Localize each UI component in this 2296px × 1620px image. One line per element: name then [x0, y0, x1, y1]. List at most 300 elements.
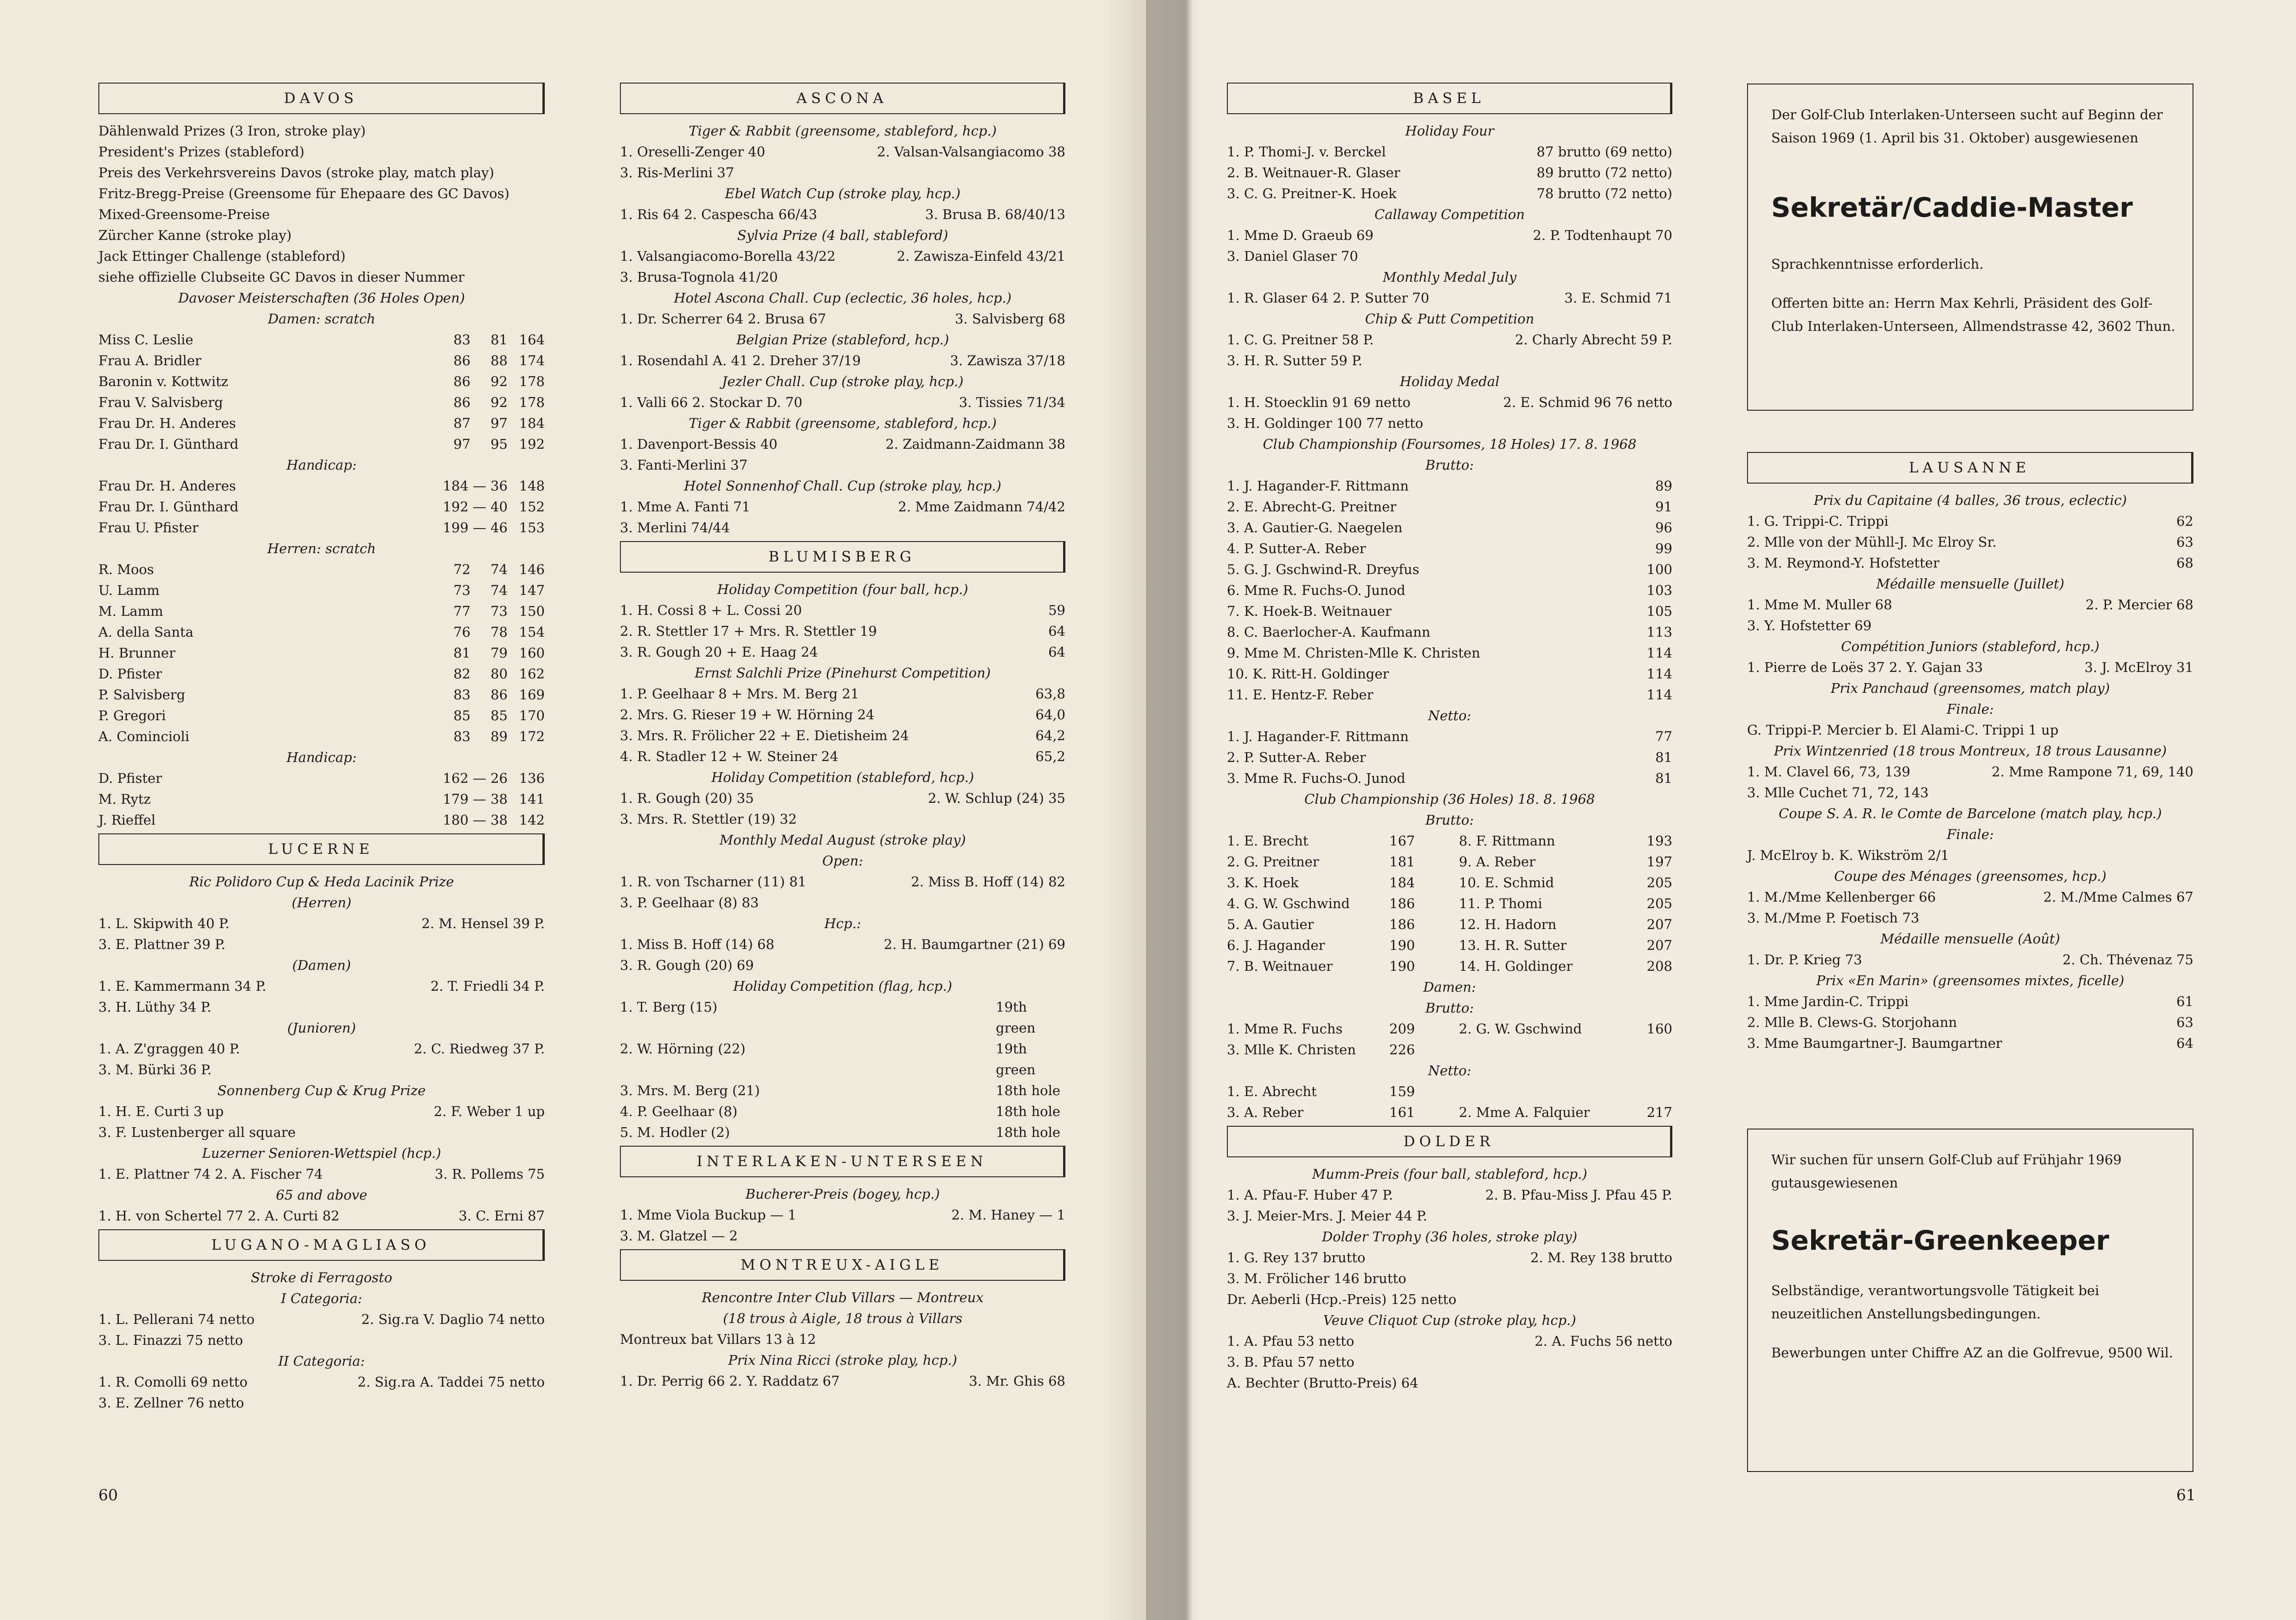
result-line: 3. M. Glatzel — 2	[620, 1228, 738, 1244]
score-value: 205	[1646, 875, 1672, 891]
competition-title: Holiday Competition (stableford, hcp.)	[711, 769, 974, 785]
score-value: 85	[453, 708, 471, 723]
result-line: Preis des Verkehrsvereins Davos (stroke play, match play)	[98, 165, 494, 181]
club-heading: DAVOS	[98, 83, 545, 114]
player-name: 3. K. Hoek	[1227, 875, 1299, 891]
result-left: 1. Mme D. Graeub 69	[1227, 227, 1374, 243]
player-name: 3. A. Reber	[1227, 1104, 1303, 1120]
result-right: 64,0	[1035, 707, 1065, 723]
competition-title: Tiger & Rabbit (greensome, stableford, hcp.)	[689, 123, 997, 139]
result-row	[1747, 762, 2193, 782]
result-row	[620, 1080, 1065, 1101]
score-value: 72	[453, 562, 471, 577]
score-value: 205	[1646, 896, 1672, 911]
score-row	[98, 329, 545, 350]
result-row	[1227, 162, 1672, 183]
result-left: 1. H. Cossi 8 + L. Cossi 20	[620, 602, 802, 618]
score-row	[98, 810, 545, 831]
score-row	[1227, 914, 1672, 935]
competition-title: Chip & Putt Competition	[1365, 311, 1535, 327]
competition-title: (Junioren)	[287, 1020, 356, 1036]
score-value: 81	[490, 332, 508, 348]
result-line: 3. Fanti-Merlini 37	[620, 457, 748, 473]
competition-title: Damen: scratch	[268, 311, 375, 327]
club-section	[98, 833, 545, 1226]
competition-title: Coupe des Ménages (greensomes, hcp.)	[1834, 868, 2107, 884]
result-row	[1227, 476, 1672, 497]
result-row	[98, 1164, 545, 1185]
result-line: 3. M. Frölicher 146 brutto	[1227, 1271, 1406, 1286]
player-name: Frau V. Salvisberg	[98, 394, 223, 410]
club-section	[620, 1146, 1065, 1246]
score-value: 180 — 38	[443, 812, 508, 828]
score-right	[1440, 831, 1672, 852]
result-left: 2. E. Abrecht-G. Preitner	[1227, 499, 1397, 515]
player-name: 12. H. Hadorn	[1459, 916, 1557, 932]
score-row	[98, 497, 545, 517]
page-fold-shadow	[1146, 0, 1202, 1620]
player-name: 10. E. Schmid	[1459, 875, 1554, 891]
result-right: 68	[2176, 555, 2193, 571]
result-line: 3. Mrs. R. Stettler (19) 32	[620, 811, 797, 827]
competition-title: Prix Nina Ricci (stroke play, hcp.)	[728, 1352, 957, 1368]
score-value: 141	[519, 791, 545, 807]
competition-title: Prix Panchaud (greensomes, match play)	[1831, 680, 2110, 696]
result-row	[620, 642, 1065, 663]
score-row	[1227, 831, 1672, 852]
result-row	[620, 725, 1065, 746]
result-line: A. Bechter (Brutto-Preis) 64	[1227, 1375, 1419, 1391]
result-line: 3. E. Zellner 76 netto	[98, 1395, 245, 1411]
result-row	[620, 204, 1065, 225]
column-1	[98, 80, 545, 1413]
score-value: 160	[519, 645, 545, 661]
result-right: 3. R. Pollems 75	[434, 1166, 545, 1182]
result-line: G. Trippi-P. Mercier b. El Alami-C. Trippi 1 up	[1747, 722, 2059, 738]
score-left	[1227, 956, 1440, 977]
player-name: 1. E. Abrecht	[1227, 1084, 1317, 1099]
result-row	[1227, 559, 1672, 580]
score-value: 73	[453, 582, 471, 598]
competition-title: Brutto:	[1425, 457, 1474, 473]
player-name: D. Pfister	[98, 770, 162, 786]
result-left: 1. J. Hagander-F. Rittmann	[1227, 729, 1409, 744]
result-row	[1747, 511, 2193, 532]
result-left: 4. R. Stadler 12 + W. Steiner 24	[620, 749, 838, 764]
competition-title: Callaway Competition	[1374, 207, 1525, 222]
result-right: 2. M./Mme Calmes 67	[2043, 889, 2193, 905]
result-line: 3. H. Goldinger 100 77 netto	[1227, 415, 1424, 431]
result-right: 3. J. McElroy 31	[2084, 659, 2193, 675]
result-row	[1227, 288, 1672, 309]
player-name: 2. G. W. Gschwind	[1459, 1021, 1582, 1037]
result-right: 2. Valsan-Valsangiacomo 38	[877, 144, 1065, 160]
result-right: 3. Mr. Ghis 68	[969, 1373, 1065, 1389]
result-left: 2. Mlle von der Mühll-J. Mc Elroy Sr.	[1747, 534, 1997, 550]
result-left: 1. L. Skipwith 40 P.	[98, 916, 230, 931]
result-left: 1. H. von Schertel 77 2. A. Curti 82	[98, 1208, 340, 1224]
player-name: D. Pfister	[98, 666, 162, 682]
result-row	[98, 976, 545, 997]
player-name: M. Rytz	[98, 791, 151, 807]
result-right: 2. Charly Abrecht 59 P.	[1515, 332, 1672, 348]
player-name: Frau Dr. H. Anderes	[98, 478, 236, 494]
score-row	[98, 705, 545, 726]
score-row	[98, 392, 545, 413]
result-right: 3. C. Erni 87	[458, 1208, 545, 1224]
competition-title: Bucherer-Preis (bogey, hcp.)	[745, 1186, 940, 1202]
score-value: 160	[1646, 1021, 1672, 1037]
competition-title: Monthly Medal July	[1382, 269, 1517, 285]
result-right: 114	[1646, 666, 1672, 682]
score-right	[1440, 956, 1672, 977]
result-line: 3. Merlini 74/44	[620, 520, 730, 536]
result-right: 65,2	[1035, 749, 1065, 764]
result-left: 1. P. Thomi-J. v. Berckel	[1227, 144, 1386, 160]
result-row	[620, 788, 1065, 809]
result-name: 3. Mrs. M. Berg (21)	[620, 1083, 760, 1098]
score-row	[98, 559, 545, 580]
score-value: 161	[1389, 1104, 1415, 1120]
score-value: 88	[490, 353, 508, 368]
result-line: 3. Ris-Merlini 37	[620, 165, 735, 181]
competition-title: Mumm-Preis (four ball, stableford, hcp.)	[1312, 1166, 1587, 1182]
result-left: 5. G. J. Gschwind-R. Dreyfus	[1227, 562, 1419, 577]
score-row	[98, 413, 545, 434]
competition-title: Ric Polidoro Cup & Heda Lacinik Prize	[189, 874, 454, 890]
player-name: A. Comincioli	[98, 729, 190, 744]
competition-title: Holiday Four	[1405, 123, 1494, 139]
result-right: 2. Sig.ra V. Daglio 74 netto	[361, 1311, 545, 1327]
result-left: 10. K. Ritt-H. Goldinger	[1227, 666, 1389, 682]
score-value: 184	[1389, 875, 1415, 891]
column-2	[620, 80, 1065, 1392]
result-row	[1747, 991, 2193, 1012]
score-value: 178	[519, 374, 545, 389]
player-name: 1. E. Brecht	[1227, 833, 1309, 849]
result-row	[1747, 887, 2193, 908]
score-row	[1227, 872, 1672, 893]
score-value: 92	[490, 374, 508, 389]
score-value: 81	[453, 645, 471, 661]
competition-title: Damen:	[1423, 979, 1476, 995]
result-row	[1227, 601, 1672, 622]
result-right: 2. E. Schmid 96 76 netto	[1503, 394, 1672, 410]
result-left: 1. Mme Viola Buckup — 1	[620, 1207, 797, 1223]
score-right	[1440, 1102, 1672, 1123]
result-line: 3. Brusa-Tognola 41/20	[620, 269, 778, 285]
competition-title: Prix «En Marin» (greensomes mixtes, ficelle)	[1816, 973, 2124, 988]
score-value: 184 — 36	[443, 478, 508, 494]
score-value: 86	[453, 374, 471, 389]
score-value: 79	[490, 645, 508, 661]
club-section	[1747, 452, 2193, 1054]
club-heading: DOLDER	[1227, 1126, 1672, 1157]
result-name: 5. M. Hodler (2)	[620, 1124, 730, 1140]
score-left	[1227, 1039, 1440, 1060]
score-value: 190	[1389, 937, 1415, 953]
player-name	[1459, 1039, 1645, 1060]
score-value: 92	[490, 394, 508, 410]
result-row	[620, 746, 1065, 767]
result-row	[620, 246, 1065, 267]
result-row	[620, 434, 1065, 455]
result-right: 63	[2176, 534, 2193, 550]
result-left: 1. Valli 66 2. Stockar D. 70	[620, 394, 803, 410]
result-left: 1. Pierre de Loës 37 2. Y. Gajan 33	[1747, 659, 1983, 675]
score-value: 73	[490, 603, 508, 619]
score-value: 83	[453, 687, 471, 703]
score-value: 86	[490, 687, 508, 703]
result-left: 3. R. Gough 20 + E. Haag 24	[620, 644, 818, 660]
competition-title: Hotel Ascona Chall. Cup (eclectic, 36 holes, hcp.)	[674, 290, 1012, 306]
result-left: 1. A. Z'graggen 40 P.	[98, 1041, 240, 1057]
result-row	[620, 309, 1065, 329]
result-left: 1. M. Clavel 66, 73, 139	[1747, 764, 1910, 780]
result-row	[1227, 392, 1672, 413]
score-value: 154	[519, 624, 545, 640]
score-row	[98, 664, 545, 684]
player-name: 5. A. Gautier	[1227, 916, 1314, 932]
result-left: 1. E. Kammermann 34 P.	[98, 978, 266, 994]
result-left: 11. E. Hentz-F. Reber	[1227, 687, 1374, 703]
score-value: 148	[519, 478, 545, 494]
result-line: 3. Y. Hofstetter 69	[1747, 618, 1872, 633]
result-right: 2. M. Hensel 39 P.	[421, 916, 545, 931]
ad-headline: Sekretär-Greenkeeper	[1771, 1225, 2109, 1256]
competition-title: Prix Wintzenried (18 trous Montreux, 18 trous Lausanne)	[1774, 743, 2167, 759]
player-name: R. Moos	[98, 562, 154, 577]
result-row	[1227, 747, 1672, 768]
score-row	[98, 789, 545, 810]
result-line: Zürcher Kanne (stroke play)	[98, 227, 292, 243]
player-name	[1459, 1081, 1645, 1102]
player-name: 1. Mme R. Fuchs	[1227, 1021, 1343, 1037]
result-line: 3. P. Geelhaar (8) 83	[620, 895, 759, 910]
score-value: 226	[1389, 1042, 1415, 1058]
competition-title: Herren: scratch	[267, 541, 376, 556]
player-name: 8. F. Rittmann	[1459, 833, 1555, 849]
score-value: 167	[1389, 833, 1415, 849]
result-row	[1747, 657, 2193, 678]
page-number-left: 60	[98, 1486, 118, 1504]
club-heading: MONTREUX-AIGLE	[620, 1249, 1065, 1281]
score-value: 86	[453, 394, 471, 410]
score-value: 170	[519, 708, 545, 723]
competition-title: Stroke di Ferragosto	[251, 1270, 393, 1285]
result-hole: 18th hole	[996, 1083, 1061, 1098]
job-ad-greenkeeper	[1747, 1129, 2193, 1472]
competition-title: Handicap:	[286, 749, 357, 765]
result-row	[1747, 594, 2193, 615]
result-row	[98, 1101, 545, 1122]
score-value: 199 — 46	[443, 520, 508, 536]
club-heading: INTERLAKEN-UNTERSEEN	[620, 1146, 1065, 1177]
score-left	[1227, 872, 1440, 893]
result-line: Fritz-Bregg-Preise (Greensome für Ehepaare des GC Davos)	[98, 186, 510, 201]
score-value: 153	[519, 520, 545, 536]
player-name: 2. Mme A. Falquier	[1459, 1104, 1590, 1120]
result-left: 1. G. Trippi-C. Trippi	[1747, 513, 1889, 529]
competition-title: Belgian Prize (stableford, hcp.)	[736, 332, 949, 348]
result-right: 3. E. Schmid 71	[1564, 290, 1672, 306]
result-row	[1227, 768, 1672, 789]
competition-title: Holiday Competition (flag, hcp.)	[733, 978, 952, 994]
result-line: Jack Ettinger Challenge (stableford)	[98, 248, 346, 264]
result-line: 3. Daniel Glaser 70	[1227, 248, 1358, 264]
club-section	[98, 83, 545, 831]
club-section	[620, 1249, 1065, 1392]
result-line: 3. M. Bürki 36 P.	[98, 1062, 212, 1078]
score-value: 83	[453, 332, 471, 348]
score-value: 78	[490, 624, 508, 640]
score-left	[1227, 893, 1440, 914]
result-left: 1. R. von Tscharner (11) 81	[620, 874, 806, 890]
score-value: 146	[519, 562, 545, 577]
competition-title: II Categoria:	[278, 1353, 365, 1369]
result-left: 9. Mme M. Christen-Mlle K. Christen	[1227, 645, 1480, 661]
result-right: 89	[1655, 478, 1672, 494]
result-left: 1. Mme A. Fanti 71	[620, 499, 751, 515]
player-name: H. Brunner	[98, 645, 175, 661]
result-left: 1. C. G. Preitner 58 P.	[1227, 332, 1374, 348]
result-right: 63,8	[1035, 686, 1065, 702]
score-value: 77	[453, 603, 471, 619]
score-row	[1227, 1102, 1672, 1123]
score-right	[1440, 1081, 1672, 1102]
result-left: 1. A. Pfau 53 netto	[1227, 1333, 1354, 1349]
result-right: 64	[2176, 1035, 2193, 1051]
result-left: 1. L. Pellerani 74 netto	[98, 1311, 255, 1327]
result-left: 4. P. Sutter-A. Reber	[1227, 541, 1366, 556]
result-row	[620, 934, 1065, 955]
result-right: 77	[1655, 729, 1672, 744]
result-left: 3. Mrs. R. Frölicher 22 + E. Dietisheim 24	[620, 728, 909, 743]
score-left	[1227, 935, 1440, 956]
score-row	[98, 601, 545, 622]
club-section	[1227, 83, 1672, 1123]
page-number-right: 61	[2176, 1486, 2196, 1504]
result-hole: 19th green	[996, 1041, 1036, 1078]
result-row	[1227, 643, 1672, 664]
result-left: 1. H. E. Curti 3 up	[98, 1104, 224, 1119]
ad-body: Sprachkenntnisse erforderlich.	[1771, 256, 1984, 272]
competition-title: Prix du Capitaine (4 balles, 36 trous, eclectic)	[1813, 492, 2127, 508]
result-name: 1. T. Berg (15)	[620, 999, 718, 1015]
score-value: 169	[519, 687, 545, 703]
player-name: A. della Santa	[98, 624, 193, 640]
competition-title: Netto:	[1428, 708, 1471, 723]
result-line: Mixed-Greensome-Preise	[98, 207, 270, 222]
competition-title: Rencontre Inter Club Villars — Montreux	[702, 1290, 984, 1305]
club-heading: LUCERNE	[98, 833, 545, 865]
competition-title: Davoser Meisterschaften (36 Holes Open)	[178, 290, 465, 306]
score-row	[98, 684, 545, 705]
result-row	[620, 1371, 1065, 1392]
score-value: 150	[519, 603, 545, 619]
result-row	[98, 1206, 545, 1226]
player-name: 4. G. W. Gschwind	[1227, 896, 1350, 911]
player-name: P. Gregori	[98, 708, 166, 723]
result-right: 62	[2176, 513, 2193, 529]
score-value: 207	[1646, 937, 1672, 953]
result-left: 6. Mme R. Fuchs-O. Junod	[1227, 582, 1406, 598]
result-right: 3. Tissies 71/34	[959, 394, 1065, 410]
competition-title: Brutto:	[1425, 812, 1474, 828]
result-left: 7. K. Hoek-B. Weitnauer	[1227, 603, 1392, 619]
competition-title: Compétition Juniors (stableford, hcp.)	[1841, 639, 2100, 654]
result-right: 2. W. Schlup (24) 35	[928, 790, 1065, 806]
score-value: 147	[519, 582, 545, 598]
result-row	[1227, 183, 1672, 204]
result-right: 3. Zawisza 37/18	[950, 353, 1065, 368]
result-hole: 19th green	[996, 999, 1036, 1036]
score-value: 76	[453, 624, 471, 640]
result-left: 1. J. Hagander-F. Rittmann	[1227, 478, 1409, 494]
result-right: 99	[1655, 541, 1672, 556]
result-row	[620, 392, 1065, 413]
score-value	[1645, 1039, 1672, 1060]
player-name: 3. Mlle K. Christen	[1227, 1042, 1356, 1058]
score-value: 74	[490, 562, 508, 577]
competition-title: Finale:	[1947, 826, 1994, 842]
result-left: 1. Oreselli-Zenger 40	[620, 144, 766, 160]
result-left: 3. M. Reymond-Y. Hofstetter	[1747, 555, 1940, 571]
player-name: 2. G. Preitner	[1227, 854, 1319, 870]
result-row	[98, 913, 545, 934]
result-line: 3. M./Mme P. Foetisch 73	[1747, 910, 1920, 926]
score-row	[98, 517, 545, 538]
result-left: 3. A. Gautier-G. Naegelen	[1227, 520, 1403, 536]
competition-title: Sylvia Prize (4 ball, stableford)	[737, 227, 948, 243]
ad-headline: Sekretär/Caddie-Master	[1771, 192, 2133, 223]
result-right: 64,2	[1035, 728, 1065, 743]
result-right: 105	[1646, 603, 1672, 619]
result-hole: 18th hole	[996, 1124, 1061, 1140]
score-right	[1440, 914, 1672, 935]
score-left	[1227, 1102, 1440, 1123]
score-value: 192 — 40	[443, 499, 508, 515]
score-value: 82	[453, 666, 471, 682]
competition-title: Médaille mensuelle (Août)	[1880, 931, 2060, 947]
score-row	[1227, 935, 1672, 956]
player-name: 6. J. Hagander	[1227, 937, 1325, 953]
result-left: 1. M./Mme Kellenberger 66	[1747, 889, 1936, 905]
score-value: 190	[1389, 958, 1415, 974]
competition-title: Holiday Competition (four ball, hcp.)	[717, 581, 968, 597]
result-left: 1. Ris 64 2. Caspescha 66/43	[620, 207, 818, 222]
score-left	[1227, 1081, 1440, 1102]
score-right	[1440, 852, 1672, 872]
score-value: 192	[519, 436, 545, 452]
club-heading: LAUSANNE	[1747, 452, 2193, 484]
score-value: 217	[1646, 1104, 1672, 1120]
score-row	[1227, 1019, 1672, 1039]
score-row	[1227, 852, 1672, 872]
result-line: Dählenwald Prizes (3 Iron, stroke play)	[98, 123, 366, 139]
score-row	[98, 476, 545, 497]
result-row	[620, 497, 1065, 517]
result-row	[1227, 580, 1672, 601]
result-right: 113	[1646, 624, 1672, 640]
score-value: 186	[1389, 916, 1415, 932]
result-row	[1227, 225, 1672, 246]
club-section	[98, 1229, 545, 1413]
score-row	[1227, 956, 1672, 977]
result-right: 96	[1655, 520, 1672, 536]
score-value: 181	[1389, 854, 1415, 870]
club-heading: BLUMISBERG	[620, 541, 1065, 573]
